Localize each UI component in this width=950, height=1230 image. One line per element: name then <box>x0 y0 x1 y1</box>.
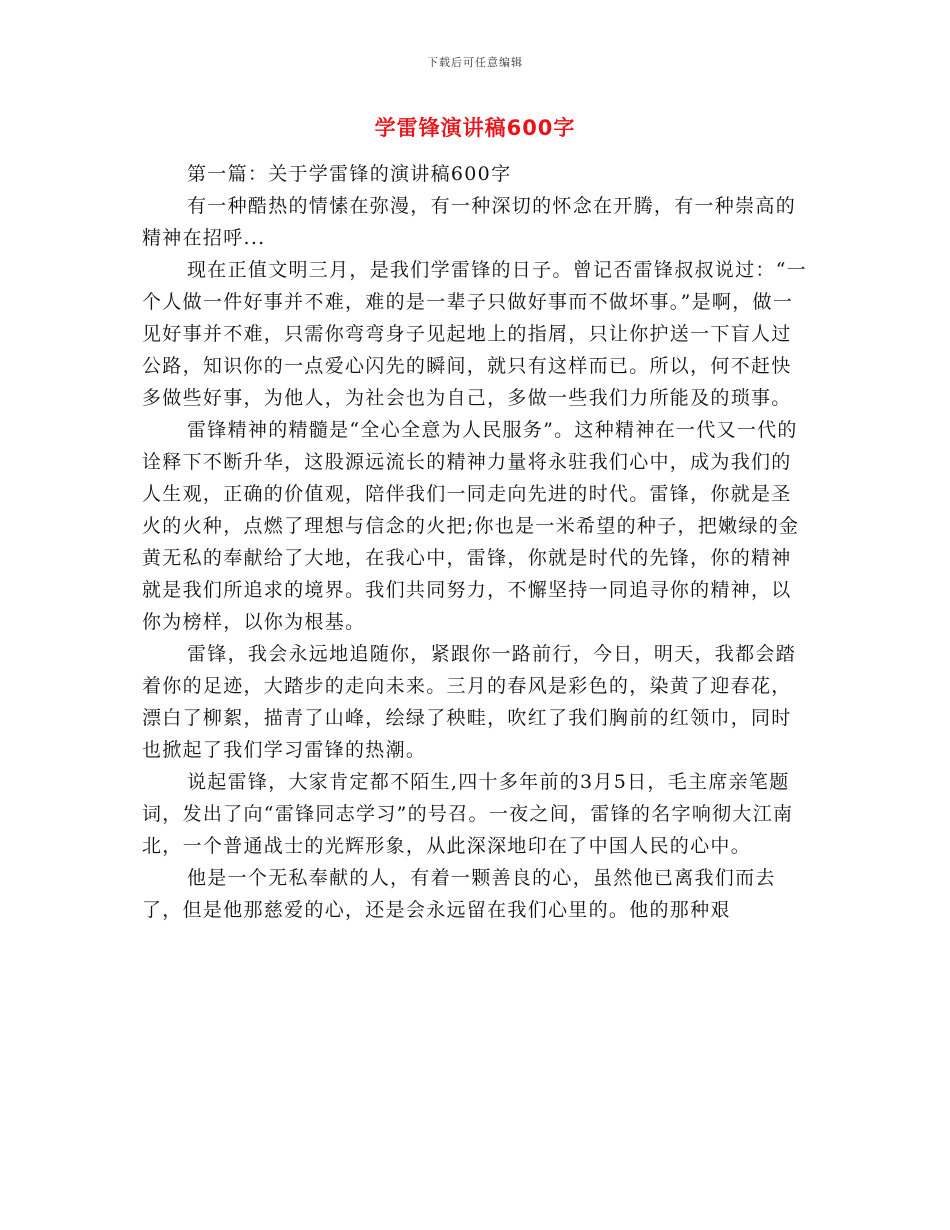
paragraph-1: 有一种酷热的情愫在弥漫，有一种深切的怀念在开腾，有一种崇高的精神在招呼... <box>142 195 797 249</box>
paragraph-4: 雷锋，我会永远地追随你，紧跟你一路前行，今日，明天，我都会踏着你的足迹，大踏步的走向未来。三月的春风是彩色的，染黄了迎春花，漂白了柳絮，描青了山峰，绘绿了秧畦，吹红了我们胸前的红领巾，同时也掀起了我们学习雷锋的热潮。 <box>142 643 797 761</box>
document-body <box>142 158 810 926</box>
paragraph-5: 说起雷锋，大家肯定都不陌生,四十多年前的3月5日，毛主席亲笔题词，发出了向“雷锋同志学习”的号召。一夜之间，雷锋的名字响彻大江南北，一个普通战士的光辉形象，从此深深地印在了中国人民的心中。 <box>142 771 794 857</box>
document-title: 学雷锋演讲稿600字 <box>374 116 576 140</box>
section-subtitle: 第一篇：关于学雷锋的演讲稿600字 <box>187 163 512 185</box>
header-note: 下载后可任意编辑 <box>427 56 523 69</box>
paragraph-6: 他是一个无私奉献的人，有着一颗善良的心，虽然他已离我们而去了，但是他那慈爱的心，还是会永远留在我们心里的。他的那种艰 <box>142 867 776 921</box>
paragraph-3: 雷锋精神的精髓是“全心全意为人民服务”。这种精神在一代又一代的诠释下不断升华，这股源远流长的精神力量将永驻我们心中，成为我们的人生观，正确的价值观，陪伴我们一同走向先进的时代。雷锋，你就是圣火的火种，点燃了理想与信念的火把;你也是一米希望的种子，把嫩绿的金黄无私的奉献给了大地，在我心中，雷锋，你就是时代的先锋，你的精神就是我们所追求的境界。我们共同努力，不懈坚持一同追寻你的精神，以你为榜样，以你为根基。 <box>142 419 800 633</box>
paragraph-2: 现在正值文明三月，是我们学雷锋的日子。曾记否雷锋叔叔说过：“一个人做一件好事并不难，难的是一辈子只做好事而不做坏事。”是啊，做一见好事并不难，只需你弯弯身子见起地上的指屑，只让你护送一下盲人过公路，知识你的一点爱心闪先的瞬间，就只有这样而已。所以，何不赶快多做些好事，为他人，为社会也为自己，多做一些我们力所能及的琐事。 <box>142 259 808 409</box>
